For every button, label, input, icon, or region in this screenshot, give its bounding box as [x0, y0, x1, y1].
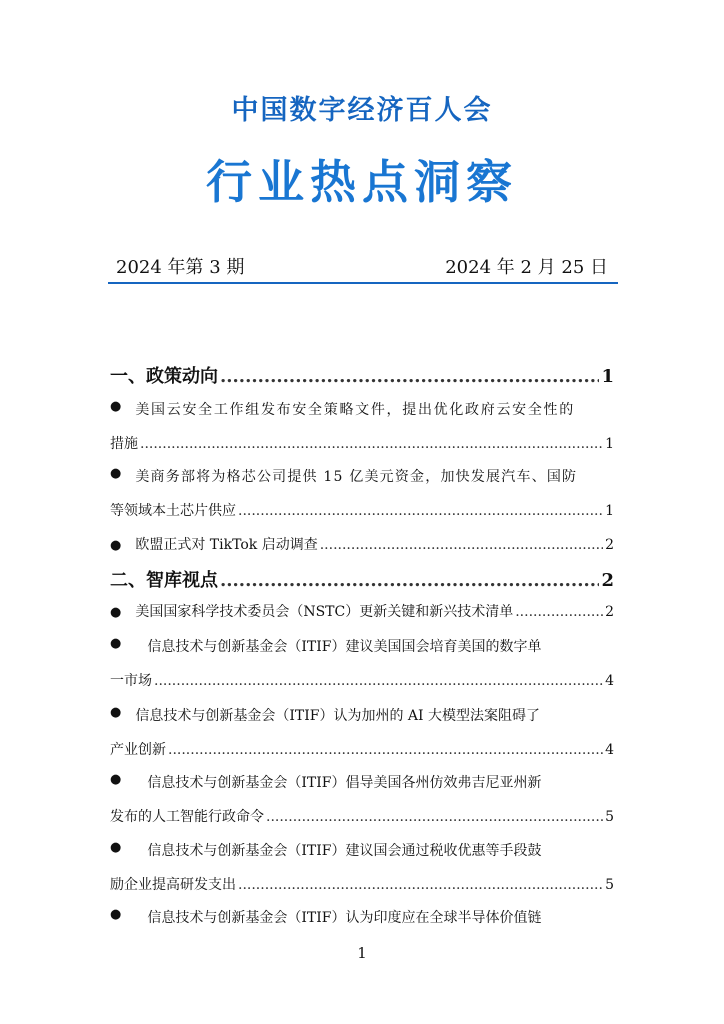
toc-leader-dots	[238, 877, 603, 893]
toc-page-number: 1	[605, 503, 614, 519]
toc-item-text: 发布的人工智能行政命令	[110, 809, 264, 825]
org-name: 中国数字经济百人会	[231, 95, 493, 126]
toc-leader-dots	[320, 537, 603, 553]
toc-item-text: 一市场	[110, 673, 152, 689]
issue-date: 2024 年 2 月 25 日	[445, 257, 608, 278]
toc-item[interactable]	[110, 601, 614, 621]
toc-item-text: 信息技术与创新基金会（ITIF）建议美国国会培育美国的数字单	[147, 639, 542, 655]
bullet-icon: ●	[110, 399, 122, 414]
toc-item[interactable]	[110, 399, 614, 419]
toc-page-number: 5	[605, 877, 614, 893]
bullet-icon: ●	[110, 538, 122, 553]
bullet-icon: ●	[110, 772, 122, 787]
toc-item-text: 美商务部将为格芯公司提供 15 亿美元资金，加快发展汽车、国防	[135, 469, 578, 485]
toc-item-continuation[interactable]	[110, 670, 614, 690]
toc-item[interactable]	[110, 907, 614, 927]
toc-item[interactable]	[110, 534, 614, 554]
toc-leader-dots	[238, 503, 603, 519]
toc-item-continuation[interactable]	[110, 739, 614, 759]
header-divider	[108, 282, 618, 284]
toc-page-number: 2	[605, 537, 614, 553]
toc-page-number: 1	[605, 436, 614, 452]
toc-item[interactable]	[110, 466, 614, 486]
toc-item-continuation[interactable]	[110, 874, 614, 894]
toc-leader-dots	[154, 673, 603, 689]
toc-item-text: 产业创新	[110, 742, 166, 758]
toc-page-number: 2	[605, 604, 614, 620]
toc-leader-dots	[168, 742, 603, 758]
toc-item[interactable]	[110, 772, 614, 792]
bullet-icon: ●	[110, 605, 122, 620]
toc-page-number: 4	[605, 742, 614, 758]
toc-leader-dots	[140, 436, 603, 452]
toc-item-continuation[interactable]	[110, 806, 614, 826]
issue-meta	[116, 253, 608, 279]
toc-page-number: 5	[605, 809, 614, 825]
bullet-icon: ●	[110, 466, 122, 481]
toc-leader-dots	[220, 570, 599, 591]
bullet-icon: ●	[110, 636, 122, 651]
toc-section-title: 一、政策动向	[110, 366, 218, 387]
toc-item[interactable]	[110, 636, 614, 656]
bullet-icon: ●	[110, 907, 122, 922]
bullet-icon: ●	[110, 705, 122, 720]
issue-number: 2024 年第 3 期	[116, 257, 245, 278]
toc-item-text: 励企业提高研发支出	[110, 877, 236, 893]
toc-leader-dots	[266, 809, 603, 825]
bullet-icon: ●	[110, 840, 122, 855]
toc-item-text: 措施	[110, 436, 138, 452]
toc-section-policy[interactable]	[110, 362, 614, 388]
publication-title: 行业热点洞察	[206, 155, 518, 209]
toc-leader-dots	[220, 366, 599, 387]
toc-item-continuation[interactable]	[110, 433, 614, 453]
toc-item[interactable]	[110, 840, 614, 860]
toc-item-text: 信息技术与创新基金会（ITIF）倡导美国各州仿效弗吉尼亚州新	[147, 775, 542, 791]
page-number: 1	[357, 944, 367, 962]
toc-item-text: 信息技术与创新基金会（ITIF）认为加州的 AI 大模型法案阻碍了	[135, 708, 540, 724]
toc-item-continuation[interactable]	[110, 500, 614, 520]
toc-item-text: 信息技术与创新基金会（ITIF）认为印度应在全球半导体价值链	[147, 910, 542, 926]
toc-page-number: 1	[601, 366, 614, 387]
toc-page-number: 4	[605, 673, 614, 689]
toc-item-text: 等领域本土芯片供应	[110, 503, 236, 519]
toc-item-text: 欧盟正式对 TikTok 启动调查	[135, 537, 318, 553]
toc-item-text: 美国云安全工作组发布安全策略文件，提出优化政府云安全性的	[135, 402, 575, 418]
toc-item[interactable]	[110, 705, 614, 725]
toc-section-title: 二、智库视点	[110, 570, 218, 591]
toc-leader-dots	[515, 604, 603, 620]
toc-section-think-tank[interactable]	[110, 566, 614, 592]
toc-page-number: 2	[601, 570, 614, 591]
toc-item-text: 美国国家科学技术委员会（NSTC）更新关键和新兴技术清单	[135, 604, 514, 620]
toc-item-text: 信息技术与创新基金会（ITIF）建议国会通过税收优惠等手段鼓	[147, 843, 542, 859]
